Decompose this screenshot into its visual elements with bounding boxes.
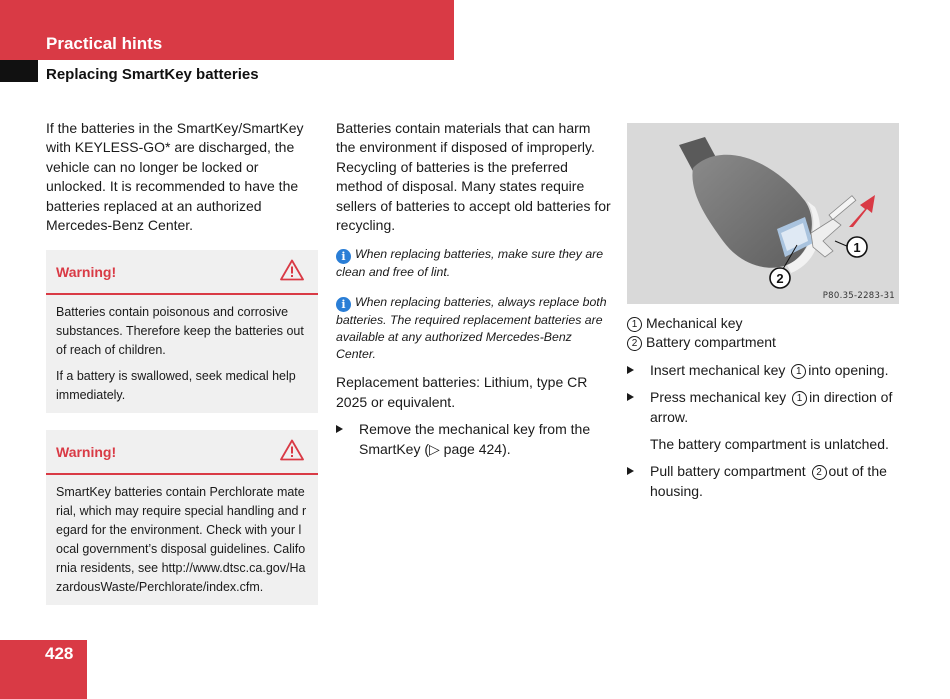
warning-header: [46, 430, 318, 475]
warning-triangle-icon: [280, 439, 304, 461]
warning-title: Warning!: [56, 264, 117, 280]
smartkey-illustration: [627, 123, 899, 304]
page-number-tab: [0, 640, 87, 699]
result-text: The battery compartment is unlatched.: [650, 436, 889, 453]
intro-paragraph: If the batteries in the SmartKey/SmartKey with KEYLESS-GO* are discharged, the vehicle can no longer be locked or unlocked. It is recommended to have the batteries replaced at an authorized Mercedes-Benz Center.: [46, 120, 304, 234]
bullet-arrow-icon: [627, 366, 634, 374]
figure-code: P80.35-2283-31: [822, 291, 895, 301]
bullet-arrow-icon: [627, 467, 634, 475]
step-text: in direction of arrow.: [650, 389, 893, 425]
warning-text: If a battery is swallowed, seek medical help immediately.: [56, 369, 296, 402]
legend-item: [627, 314, 901, 333]
note-replace-both: [336, 294, 612, 363]
step-press-key: [627, 388, 901, 427]
warning-header: [46, 250, 318, 295]
number-badge: 2: [812, 465, 827, 480]
step-insert-key: [627, 361, 901, 380]
section-marker: [0, 60, 38, 82]
step-text: Insert mechanical key: [650, 361, 786, 378]
callout-2: 2: [776, 271, 784, 286]
legend-label: Mechanical key: [646, 315, 743, 331]
smartkey-figure: [627, 123, 899, 304]
step-pull-compartment: [627, 462, 901, 501]
page-number: 428: [45, 644, 74, 663]
bullet-arrow-icon: [627, 393, 634, 401]
chapter-title: Practical hints: [46, 34, 163, 53]
warning-title: Warning!: [56, 444, 117, 460]
step-text: into opening.: [808, 361, 889, 378]
note-text: When replacing batteries, always replace both batteries. The required replacement batteries are available at any authorized Mercedes-Benz Center.: [336, 295, 607, 362]
step-text: Pull battery compartment: [650, 463, 806, 480]
warning-box-batteries: [46, 250, 318, 413]
column-right: [627, 314, 901, 501]
step-text: Remove the mechanical key from the SmartKey (▷ page 424).: [359, 421, 591, 457]
legend-item: [627, 333, 901, 352]
number-badge: 1: [792, 391, 807, 406]
column-middle: [336, 119, 612, 459]
number-badge: 1: [791, 364, 806, 379]
step-text: out of the housing.: [650, 463, 887, 499]
note-text: When replacing batteries, make sure they are clean and free of lint.: [336, 247, 604, 280]
number-badge: 2: [627, 336, 642, 351]
legend-label: Battery compartment: [646, 334, 776, 351]
replacement-batteries: Replacement batteries: Lithium, type CR 2025 or equivalent.: [336, 374, 588, 410]
section-title: Replacing SmartKey batteries: [46, 66, 259, 83]
bullet-arrow-icon: [336, 425, 343, 433]
column-left: [46, 119, 318, 235]
recycling-paragraph: Batteries contain materials that can harm the environment if disposed of improperly. Recycling of batteries is the preferred method of disposal. Many states require sellers of batteries to accept old batteries for recycling.: [336, 120, 611, 234]
callout-1: 1: [853, 240, 861, 255]
number-badge: 1: [627, 317, 642, 332]
info-icon: i: [336, 297, 351, 312]
step-text: Press mechanical key: [650, 389, 787, 406]
warning-body: [46, 295, 318, 413]
warning-body: [46, 475, 318, 605]
warning-text: SmartKey batteries contain Perchlorate material, which may require special handling and regard for the environment. Check with your local government’s disposal guidelines. California residents, see http://www.dtsc.ca.gov/HazardousWaste/Perchlorate/index.cfm.: [56, 485, 307, 594]
warning-text: Batteries contain poisonous and corrosive substances. Therefore keep the batteries out of reach of children.: [56, 305, 304, 357]
step-remove-key: [336, 420, 612, 459]
warning-triangle-icon: [280, 259, 304, 281]
warning-box-perchlorate: [46, 430, 318, 605]
info-icon: i: [336, 249, 351, 264]
note-clean: [336, 246, 612, 281]
